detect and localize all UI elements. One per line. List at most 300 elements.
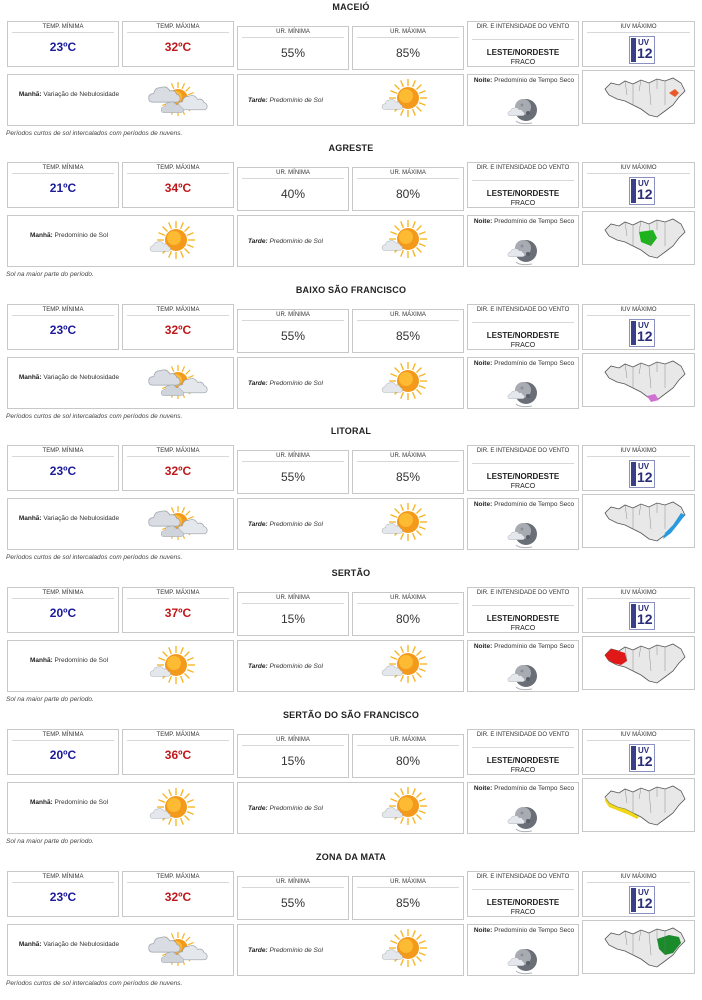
wind-intensity: FRACO [510, 200, 536, 207]
afternoon-cell [237, 924, 464, 976]
uv-number: 12 [637, 328, 653, 344]
afternoon-cell [237, 640, 464, 692]
night-label: Noite: [473, 785, 493, 792]
temp-max-label: TEMP. MÁXIMA [156, 590, 200, 596]
uv-number: 12 [637, 469, 653, 485]
uv-text: UV [638, 38, 650, 47]
iuv-label: IUV MÁXIMO [620, 732, 657, 738]
temp-max-label: TEMP. MÁXIMA [156, 732, 200, 738]
iuv-label: IUV MÁXIMO [620, 307, 657, 313]
afternoon-desc: Predomínio de Sol [269, 521, 323, 528]
ur-min-label: UR. MÍNIMA [276, 312, 310, 318]
uv-number: 12 [637, 45, 653, 61]
uv-text: UV [638, 462, 650, 471]
afternoon-text [248, 238, 358, 246]
uv-index-icon [629, 602, 655, 630]
wind-cell [467, 162, 579, 208]
temp-min-label: TEMP. MÍNIMA [42, 307, 84, 313]
wind-cell [467, 871, 579, 917]
uv-index-icon [629, 319, 655, 347]
temp-min-cell [7, 162, 119, 208]
divider [127, 456, 229, 457]
sun-small-cloud-icon [378, 928, 434, 977]
temp-max-value: 32ºC [164, 890, 192, 904]
afternoon-text [248, 380, 358, 388]
uv-text: UV [638, 746, 650, 755]
afternoon-text [248, 805, 358, 813]
ur-max-cell [352, 876, 464, 920]
ur-min-value: 40% [280, 187, 306, 201]
sun-small-cloud-icon [378, 219, 434, 268]
uv-number: 12 [637, 611, 653, 627]
ur-max-cell [352, 167, 464, 211]
uv-text: UV [638, 321, 650, 330]
moon-icon [502, 801, 546, 842]
night-label: Noite: [473, 360, 493, 367]
sun-clouds-icon [146, 362, 208, 407]
temp-min-value: 23ºC [49, 890, 77, 904]
afternoon-text [248, 663, 358, 671]
ur-min-label: UR. MÍNIMA [276, 737, 310, 743]
map-cell [582, 211, 695, 265]
iuv-cell [582, 162, 695, 208]
divider [242, 887, 344, 888]
map-cell [582, 636, 695, 690]
iuv-cell [582, 21, 695, 67]
morning-cell [7, 782, 234, 834]
afternoon-desc: Predomínio de Sol [269, 663, 323, 670]
ur-max-label: UR. MÁXIMA [390, 29, 426, 35]
temp-min-cell [7, 445, 119, 491]
temp-min-value: 23ºC [49, 40, 77, 54]
temp-max-value: 37ºC [164, 606, 192, 620]
divider [472, 889, 574, 890]
region-map-icon [603, 783, 689, 834]
afternoon-cell [237, 357, 464, 409]
divider [357, 745, 459, 746]
moon-icon [502, 93, 546, 134]
wind-label: DIR. E INTENSIDADE DO VENTO [476, 24, 570, 30]
map-cell [582, 778, 695, 832]
night-desc: Predomínio de Tempo Seco [494, 360, 575, 367]
uv-badge-bar [631, 38, 636, 62]
wind-value [468, 898, 578, 917]
iuv-cell [582, 587, 695, 633]
ur-max-value: 85% [395, 896, 421, 910]
divider [127, 315, 229, 316]
divider [127, 882, 229, 883]
divider [12, 173, 114, 174]
region-note: Sol na maior parte do período. [6, 696, 94, 703]
morning-desc: Variação de Nebulosidade [43, 515, 120, 522]
afternoon-label: Tarde: [248, 947, 268, 954]
region-title: BAIXO SÃO FRANCISCO [295, 285, 407, 295]
iuv-cell [582, 445, 695, 491]
morning-label: Manhã: [29, 657, 53, 664]
ur-min-cell [237, 167, 349, 211]
wind-direction: LESTE/NORDESTE [486, 472, 560, 481]
morning-text [14, 232, 124, 240]
divider [472, 463, 574, 464]
wind-direction: LESTE/NORDESTE [486, 189, 560, 198]
wind-label: DIR. E INTENSIDADE DO VENTO [476, 590, 570, 596]
afternoon-desc: Predomínio de Sol [269, 238, 323, 245]
divider [127, 598, 229, 599]
region-note: Períodos curtos de sol intercalados com períodos de nuvens. [6, 554, 183, 561]
divider [242, 178, 344, 179]
temp-max-cell [122, 587, 234, 633]
wind-direction: LESTE/NORDESTE [486, 614, 560, 623]
ur-min-cell [237, 26, 349, 70]
uv-number: 12 [637, 186, 653, 202]
sun-clouds-icon [146, 503, 208, 548]
ur-max-cell [352, 450, 464, 494]
wind-intensity: FRACO [510, 59, 536, 66]
divider [12, 882, 114, 883]
divider [242, 320, 344, 321]
wind-value [468, 331, 578, 350]
map-cell [582, 353, 695, 407]
afternoon-desc: Predomínio de Sol [269, 380, 323, 387]
wind-intensity: FRACO [510, 909, 536, 916]
temp-max-cell [122, 871, 234, 917]
night-label: Noite: [473, 927, 493, 934]
divider [127, 740, 229, 741]
ur-max-value: 85% [395, 329, 421, 343]
uv-text: UV [638, 179, 650, 188]
temp-max-cell [122, 21, 234, 67]
region-note: Sol na maior parte do período. [6, 838, 94, 845]
moon-icon [502, 376, 546, 417]
night-text [472, 927, 576, 935]
ur-min-cell [237, 450, 349, 494]
uv-badge-bar [631, 321, 636, 345]
temp-max-cell [122, 729, 234, 775]
morning-cell [7, 498, 234, 550]
map-cell [582, 494, 695, 548]
wind-direction: LESTE/NORDESTE [486, 756, 560, 765]
iuv-label: IUV MÁXIMO [620, 448, 657, 454]
ur-max-label: UR. MÁXIMA [390, 879, 426, 885]
uv-text: UV [638, 604, 650, 613]
temp-min-label: TEMP. MÍNIMA [42, 590, 84, 596]
wind-label: DIR. E INTENSIDADE DO VENTO [476, 874, 570, 880]
ur-min-label: UR. MÍNIMA [276, 170, 310, 176]
night-text [472, 360, 576, 368]
region-note: Períodos curtos de sol intercalados com períodos de nuvens. [6, 980, 183, 987]
temp-min-value: 20ºC [49, 748, 77, 762]
region-map-icon [603, 499, 689, 550]
region-map-icon [603, 216, 689, 267]
ur-min-cell [237, 592, 349, 636]
divider [12, 598, 114, 599]
moon-icon [502, 234, 546, 275]
wind-cell [467, 304, 579, 350]
uv-number: 12 [637, 895, 653, 911]
ur-max-label: UR. MÁXIMA [390, 312, 426, 318]
wind-label: DIR. E INTENSIDADE DO VENTO [476, 307, 570, 313]
morning-label: Manhã: [18, 941, 42, 948]
divider [472, 605, 574, 606]
iuv-label: IUV MÁXIMO [620, 165, 657, 171]
divider [587, 456, 690, 457]
region-1 [0, 141, 702, 282]
moon-icon [502, 659, 546, 700]
afternoon-cell [237, 498, 464, 550]
night-cell [467, 924, 579, 976]
sun-clouds-icon [146, 79, 208, 124]
morning-cell [7, 215, 234, 267]
morning-text [14, 799, 124, 807]
wind-intensity: FRACO [510, 767, 536, 774]
uv-number: 12 [637, 753, 653, 769]
night-text [472, 501, 576, 509]
night-cell [467, 357, 579, 409]
temp-min-value: 21ºC [49, 181, 77, 195]
night-desc: Predomínio de Tempo Seco [494, 501, 575, 508]
morning-desc: Variação de Nebulosidade [43, 374, 120, 381]
divider [472, 322, 574, 323]
morning-text [14, 515, 124, 523]
iuv-label: IUV MÁXIMO [620, 874, 657, 880]
morning-cell [7, 74, 234, 126]
region-map-icon [603, 358, 689, 409]
uv-badge-bar [631, 604, 636, 628]
night-label: Noite: [473, 643, 493, 650]
ur-min-cell [237, 309, 349, 353]
uv-index-icon [629, 177, 655, 205]
afternoon-label: Tarde: [248, 238, 268, 245]
wind-value [468, 614, 578, 633]
night-label: Noite: [473, 218, 493, 225]
temp-max-label: TEMP. MÁXIMA [156, 24, 200, 30]
ur-min-value: 55% [280, 896, 306, 910]
temp-max-value: 34ºC [164, 181, 192, 195]
sun-small-cloud-icon [146, 220, 202, 269]
wind-intensity: FRACO [510, 625, 536, 632]
temp-max-label: TEMP. MÁXIMA [156, 307, 200, 313]
ur-min-value: 55% [280, 329, 306, 343]
night-label: Noite: [473, 77, 493, 84]
uv-index-icon [629, 460, 655, 488]
region-map-icon [603, 925, 689, 976]
morning-desc: Variação de Nebulosidade [43, 91, 120, 98]
region-3 [0, 424, 702, 565]
afternoon-text [248, 947, 358, 955]
uv-text: UV [638, 888, 650, 897]
ur-min-value: 15% [280, 612, 306, 626]
wind-cell [467, 445, 579, 491]
ur-min-cell [237, 876, 349, 920]
divider [357, 37, 459, 38]
sun-small-cloud-icon [146, 645, 202, 694]
divider [357, 461, 459, 462]
ur-max-label: UR. MÁXIMA [390, 170, 426, 176]
afternoon-desc: Predomínio de Sol [269, 805, 323, 812]
night-desc: Predomínio de Tempo Seco [494, 218, 575, 225]
sun-small-cloud-icon [378, 78, 434, 127]
temp-min-value: 23ºC [49, 464, 77, 478]
temp-min-cell [7, 21, 119, 67]
temp-min-label: TEMP. MÍNIMA [42, 874, 84, 880]
iuv-label: IUV MÁXIMO [620, 590, 657, 596]
temp-min-label: TEMP. MÍNIMA [42, 24, 84, 30]
afternoon-label: Tarde: [248, 663, 268, 670]
afternoon-label: Tarde: [248, 380, 268, 387]
divider [12, 740, 114, 741]
ur-min-cell [237, 734, 349, 778]
morning-text [14, 374, 124, 382]
ur-max-label: UR. MÁXIMA [390, 453, 426, 459]
divider [12, 32, 114, 33]
divider [12, 315, 114, 316]
uv-index-icon [629, 744, 655, 772]
divider [242, 461, 344, 462]
region-4 [0, 566, 702, 707]
temp-max-value: 32ºC [164, 40, 192, 54]
wind-value [468, 189, 578, 208]
temp-max-value: 32ºC [164, 464, 192, 478]
uv-index-icon [629, 36, 655, 64]
temp-min-cell [7, 729, 119, 775]
region-note: Sol na maior parte do período. [6, 271, 94, 278]
morning-label: Manhã: [29, 232, 53, 239]
morning-cell [7, 357, 234, 409]
wind-direction: LESTE/NORDESTE [486, 48, 560, 57]
morning-text [14, 657, 124, 665]
temp-min-value: 23ºC [49, 323, 77, 337]
region-title: AGRESTE [328, 143, 374, 153]
sun-small-cloud-icon [378, 502, 434, 551]
night-cell [467, 640, 579, 692]
night-text [472, 785, 576, 793]
divider [357, 887, 459, 888]
wind-value [468, 472, 578, 491]
map-cell [582, 70, 695, 124]
wind-direction: LESTE/NORDESTE [486, 331, 560, 340]
region-title: ZONA DA MATA [316, 852, 386, 862]
night-cell [467, 782, 579, 834]
wind-label: DIR. E INTENSIDADE DO VENTO [476, 448, 570, 454]
ur-max-cell [352, 26, 464, 70]
wind-label: DIR. E INTENSIDADE DO VENTO [476, 165, 570, 171]
uv-index-icon [629, 886, 655, 914]
divider [127, 32, 229, 33]
temp-min-value: 20ºC [49, 606, 77, 620]
ur-max-value: 85% [395, 46, 421, 60]
sun-small-cloud-icon [378, 786, 434, 835]
morning-desc: Predomínio de Sol [54, 232, 109, 239]
morning-desc: Predomínio de Sol [54, 657, 109, 664]
temp-max-value: 32ºC [164, 323, 192, 337]
ur-max-cell [352, 592, 464, 636]
afternoon-cell [237, 782, 464, 834]
divider [357, 320, 459, 321]
night-cell [467, 498, 579, 550]
ur-max-value: 80% [395, 612, 421, 626]
iuv-cell [582, 871, 695, 917]
sun-small-cloud-icon [146, 787, 202, 836]
sun-small-cloud-icon [378, 361, 434, 410]
ur-min-label: UR. MÍNIMA [276, 879, 310, 885]
iuv-cell [582, 729, 695, 775]
night-label: Noite: [473, 501, 493, 508]
night-desc: Predomínio de Tempo Seco [494, 927, 575, 934]
region-note: Períodos curtos de sol intercalados com períodos de nuvens. [6, 130, 183, 137]
iuv-cell [582, 304, 695, 350]
night-cell [467, 74, 579, 126]
afternoon-desc: Predomínio de Sol [269, 947, 323, 954]
ur-min-label: UR. MÍNIMA [276, 595, 310, 601]
wind-label: DIR. E INTENSIDADE DO VENTO [476, 732, 570, 738]
divider [242, 603, 344, 604]
divider [12, 456, 114, 457]
night-cell [467, 215, 579, 267]
wind-intensity: FRACO [510, 483, 536, 490]
map-cell [582, 920, 695, 974]
morning-label: Manhã: [18, 515, 42, 522]
ur-min-value: 55% [280, 470, 306, 484]
morning-cell [7, 924, 234, 976]
uv-badge-bar [631, 746, 636, 770]
ur-max-label: UR. MÁXIMA [390, 595, 426, 601]
ur-max-cell [352, 734, 464, 778]
divider [472, 747, 574, 748]
divider [587, 173, 690, 174]
morning-label: Manhã: [29, 799, 53, 806]
region-note: Períodos curtos de sol intercalados com períodos de nuvens. [6, 413, 183, 420]
afternoon-cell [237, 74, 464, 126]
region-0 [0, 0, 702, 141]
divider [587, 598, 690, 599]
ur-min-value: 15% [280, 754, 306, 768]
night-desc: Predomínio de Tempo Seco [494, 77, 575, 84]
wind-value [468, 756, 578, 775]
temp-min-label: TEMP. MÍNIMA [42, 448, 84, 454]
wind-direction: LESTE/NORDESTE [486, 898, 560, 907]
divider [357, 603, 459, 604]
afternoon-label: Tarde: [248, 97, 268, 104]
afternoon-text [248, 97, 358, 105]
ur-min-label: UR. MÍNIMA [276, 29, 310, 35]
region-title: SERTÃO [331, 568, 371, 578]
divider [587, 315, 690, 316]
morning-label: Manhã: [18, 374, 42, 381]
ur-min-value: 55% [280, 46, 306, 60]
afternoon-label: Tarde: [248, 805, 268, 812]
divider [587, 32, 690, 33]
region-map-icon [603, 75, 689, 126]
wind-cell [467, 21, 579, 67]
temp-min-cell [7, 304, 119, 350]
ur-max-cell [352, 309, 464, 353]
temp-min-cell [7, 587, 119, 633]
ur-max-label: UR. MÁXIMA [390, 737, 426, 743]
night-text [472, 77, 576, 85]
ur-min-label: UR. MÍNIMA [276, 453, 310, 459]
wind-intensity: FRACO [510, 342, 536, 349]
temp-max-label: TEMP. MÁXIMA [156, 448, 200, 454]
divider [587, 740, 690, 741]
temp-max-cell [122, 445, 234, 491]
morning-label: Manhã: [18, 91, 42, 98]
afternoon-label: Tarde: [248, 521, 268, 528]
morning-text [14, 941, 124, 949]
uv-badge-bar [631, 179, 636, 203]
morning-desc: Variação de Nebulosidade [43, 941, 120, 948]
divider [127, 173, 229, 174]
night-text [472, 218, 576, 226]
